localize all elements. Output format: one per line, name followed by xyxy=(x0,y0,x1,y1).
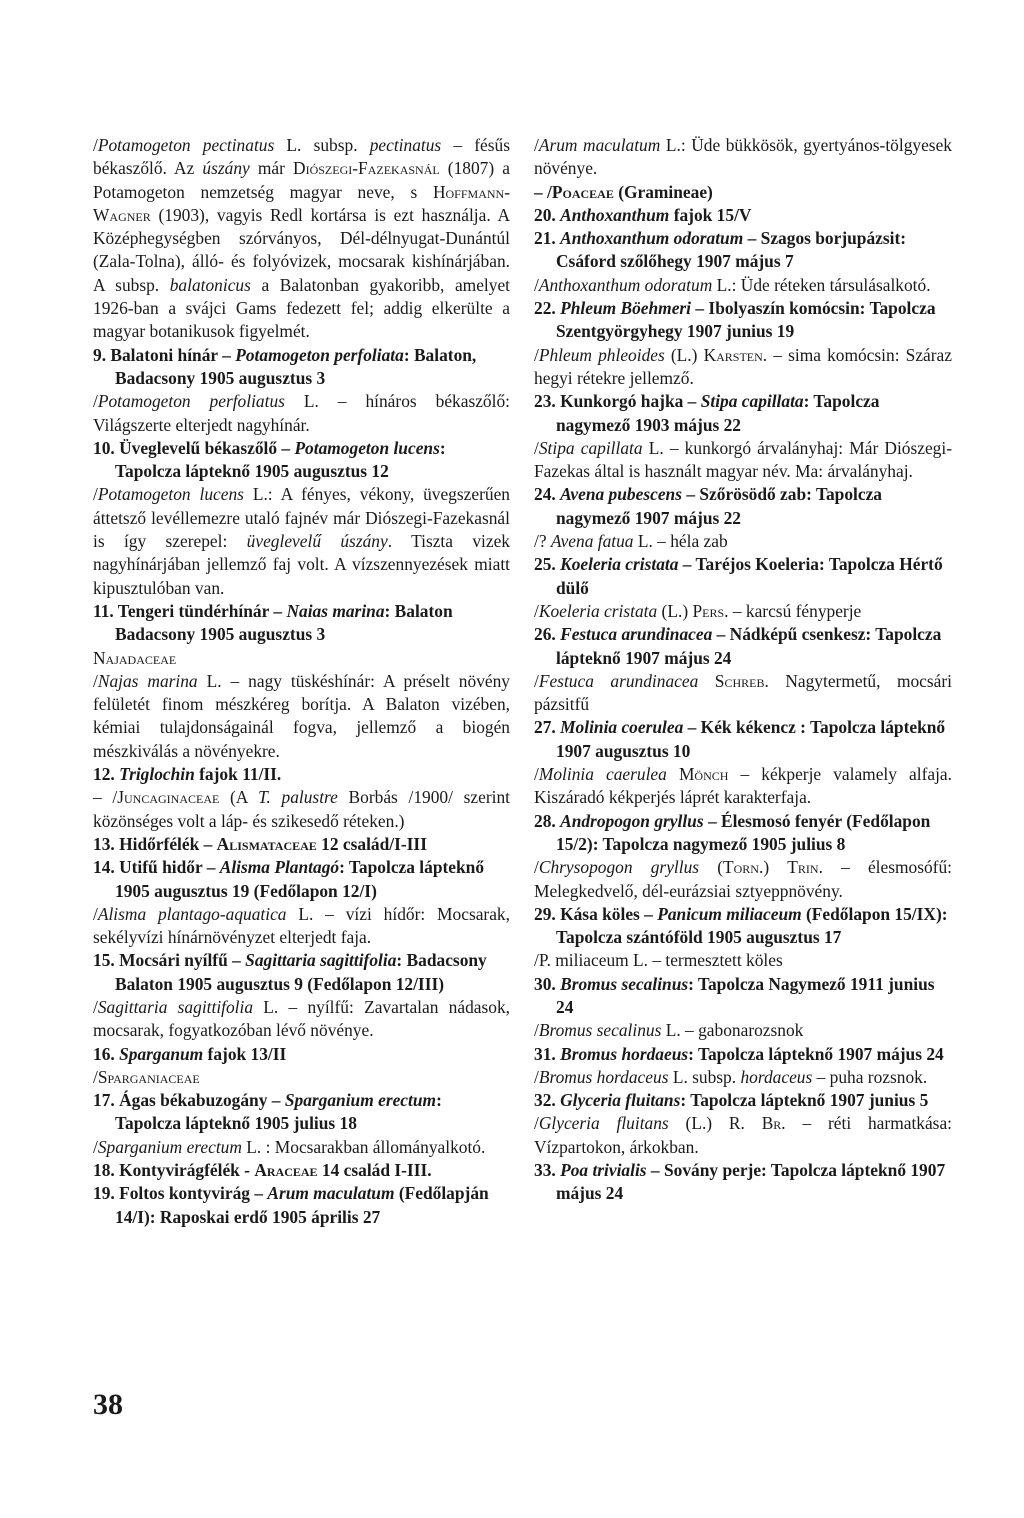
text-run: – kékperje valamely alfaja. Kiszáradó kékperjés láprét karakterfaja. xyxy=(534,764,952,808)
text-run: Festuca arundinacea xyxy=(560,624,713,645)
text-run: Anthoxanthum odoratum xyxy=(560,228,744,249)
text-run: 13. Hidőrfélék – xyxy=(93,833,217,854)
text-run: 12 család/I-III xyxy=(316,833,427,854)
entry-text xyxy=(534,763,952,810)
text-run: már xyxy=(249,158,294,179)
entry-heading xyxy=(534,1159,952,1206)
entry-heading xyxy=(93,763,510,786)
text-run: Torn xyxy=(723,857,759,878)
text-run: 18. Kontyvirágfélék - xyxy=(93,1160,255,1181)
text-run: . Tiszta vizek nagyhínárjában jellemző faj volt. A vízszennyezések miatt kipusztulóban van. xyxy=(93,531,510,598)
entry-text xyxy=(93,903,510,950)
text-run: Molinia caerulea xyxy=(538,764,667,785)
text-run: 33. xyxy=(534,1160,561,1181)
text-run: L.: Üde bükkösök, gyertyános-tölgyesek növénye. xyxy=(534,135,952,179)
text-run: Pers xyxy=(692,600,725,621)
text-run: fajok 11/II. xyxy=(194,764,282,785)
text-run: Koeleria cristata xyxy=(560,554,679,575)
entry-text xyxy=(534,670,952,717)
text-run: 28. xyxy=(534,810,561,831)
text-run: : Balaton, Badacsony 1905 augusztus 3 xyxy=(115,344,477,388)
entry-text xyxy=(534,1112,952,1159)
text-run: Bromus hordaeus xyxy=(560,1043,689,1064)
text-run: üveglevelű úszány xyxy=(246,531,388,552)
text-run: Schreb xyxy=(714,670,765,691)
text-run: Borbás /1900/ szerint közönséges volt a láp- és szikesedő réteken.) xyxy=(93,787,510,831)
text-run: Sagittaria sagittifolia xyxy=(97,996,254,1017)
text-run: Avena fatua xyxy=(550,531,634,552)
text-run: / xyxy=(534,344,539,365)
text-run: Arum maculatum xyxy=(267,1183,395,1204)
text-run: Stipa capillata xyxy=(538,437,643,458)
text-run: 9. Balatoni hínár – xyxy=(93,344,236,365)
text-run: Karsten xyxy=(703,344,763,365)
text-run: : Badacsony Balaton 1905 augusztus 9 (Fedőlapon 12/III) xyxy=(115,950,487,994)
text-run: / xyxy=(534,274,539,295)
entry-heading xyxy=(534,204,952,227)
text-run: / xyxy=(534,1113,539,1134)
entry-text xyxy=(534,344,952,391)
text-run: (L.) R. xyxy=(668,1113,762,1134)
text-run: . – réti harmatkása: Vízpartokon, árkokban. xyxy=(534,1113,953,1157)
text-run: . – sima komócsin: Száraz hegyi rétekre jellemző. xyxy=(534,344,952,388)
text-run: L. – vízi hídőr: Mocsarak, sekélyvízi hínárnövényzet elterjedt faja. xyxy=(93,903,510,948)
text-run: . – karcsú fényperje xyxy=(724,600,862,621)
text-run: 29. Kása köles – xyxy=(534,903,658,924)
entry-text xyxy=(93,390,510,437)
text-run: Alisma plantago-aquatica xyxy=(97,903,287,924)
entry-heading xyxy=(534,1089,952,1112)
text-run: /P. miliaceum L. – termesztett köles xyxy=(534,950,783,971)
text-run: Araceae xyxy=(254,1160,318,1181)
text-run: Panicum miliaceum xyxy=(657,903,802,924)
entry-heading xyxy=(534,810,952,857)
text-run: / xyxy=(534,670,539,691)
text-run: Arum maculatum xyxy=(538,135,661,155)
entry-heading xyxy=(534,553,952,600)
text-run: Naias marina xyxy=(286,600,385,621)
text-run: Potamogeton lucens xyxy=(294,437,440,458)
text-run: – Sovány perje: Tapolcza lápteknő 1907 május 24 xyxy=(556,1160,946,1204)
text-run: Andropogon gryllus xyxy=(560,810,704,831)
text-run: L. : Mocsarakban állományalkotó. xyxy=(241,1136,486,1157)
text-run: . – élesmosófű: Melegkedvelő, dél-eurázsiai sztyeppnövény. xyxy=(534,857,953,901)
text-run: Anthoxanthum odoratum xyxy=(538,274,713,295)
page-number: 38 xyxy=(93,1388,123,1421)
text-run: L. – nagy tüskéshínár: A préselt növény felületét finom mészkéreg borítja. A Balaton vizében, kémiai tulajdonságainál fogva, jellemző a biogén mészkiválás a növényekre. xyxy=(93,670,510,761)
text-run: (1903), vagyis Redl kortársa is ezt használja. A Középhegységben szórványos, Dél-délnyugat-Dunántúl (Zala-Tolna), álló- és folyóvizek, mocsarak kishínárjában. A subsp. xyxy=(93,204,510,295)
text-run: – Élesmosó fenyér (Fedőlapon 15/2): Tapolcza nagymező 1905 julius 8 xyxy=(556,810,931,854)
text-run: / xyxy=(93,484,98,505)
text-run: Potamogeton lucens xyxy=(97,484,244,505)
text-run: Alisma Plantagó xyxy=(219,857,340,878)
text-run: pectinatus xyxy=(369,135,442,155)
text-run: Mönch xyxy=(678,764,729,785)
text-run: Koeleria cristata xyxy=(538,600,658,621)
entry-heading xyxy=(93,344,510,391)
entry-text xyxy=(534,134,952,181)
text-run: .) xyxy=(758,857,788,878)
entry-heading xyxy=(534,973,952,1020)
entry-heading xyxy=(93,1159,510,1182)
text-run: / xyxy=(93,903,98,924)
text-run: Alismataceae xyxy=(216,833,317,854)
text-run: Najas marina xyxy=(97,670,198,691)
text-run: Glyceria fluitans xyxy=(560,1090,681,1111)
entry-heading xyxy=(93,833,510,856)
text-run: L. – nyílfű: Zavartalan nádasok, mocsarak, fogyatkozóban lévő növénye. xyxy=(93,996,510,1041)
text-run: / xyxy=(534,857,539,878)
entry-heading xyxy=(534,227,952,274)
text-run: 10. Üveglevelű békaszőlő – xyxy=(93,437,295,458)
text-run: 22. xyxy=(534,298,561,319)
text-run: : Tapolcza lápteknő 1905 augusztus 19 (Fedőlapon 12/I) xyxy=(115,857,485,901)
text-run: Phleum Böehmeri xyxy=(560,298,692,319)
text-run: Molinia coerulea xyxy=(560,717,684,738)
text-run: – Taréjos Koeleria: Tapolcza Hértő dülő xyxy=(556,554,943,598)
left-column xyxy=(93,134,510,1229)
text-run: – Nádképű csenkesz: Tapolcza lápteknő 1907 május 24 xyxy=(556,624,942,668)
text-run: 20. xyxy=(534,204,561,225)
text-run: a Balatonban gyakoribb, amelyet 1926-ban a svájci Gams fedezett fel; addig elkerülte a magyar botanikusok figyelmét. xyxy=(93,274,510,342)
entry-text xyxy=(534,600,952,623)
entry-heading xyxy=(93,1043,510,1066)
text-run: (A xyxy=(219,787,259,808)
text-run: Sparganum xyxy=(119,1043,204,1064)
text-run: – Kék kékencz : Tapolcza lápteknő 1907 augusztus 10 xyxy=(556,717,946,761)
text-run: – puha rozsnok. xyxy=(812,1066,928,1087)
text-run: / xyxy=(534,437,539,458)
text-run: Potamogeton perfoliatus xyxy=(97,391,285,412)
text-run: / xyxy=(534,600,539,621)
text-run: 21. xyxy=(534,228,561,249)
text-run: / xyxy=(93,135,98,155)
text-run: L. – hínáros békaszőlő: Világszerte elterjedt nagyhínár. xyxy=(93,391,510,435)
text-run: úszány xyxy=(202,158,250,179)
entry-text xyxy=(93,134,510,344)
text-run: ( xyxy=(699,857,724,878)
text-run: /? xyxy=(534,531,551,552)
text-run: Bromus hordaceus xyxy=(538,1066,669,1087)
text-run: / xyxy=(93,670,98,691)
text-run: : Tapolcza nagymező 1903 május 22 xyxy=(556,391,880,435)
text-run: 15. Mocsári nyílfű – xyxy=(93,950,246,971)
text-run: 32. xyxy=(534,1090,561,1111)
text-run: Sparganiaceae xyxy=(97,1066,200,1087)
text-run: . Nagytermetű, mocsári pázsitfű xyxy=(534,670,952,715)
text-run: Bromus secalinus xyxy=(538,1020,662,1041)
text-run: / xyxy=(534,1066,539,1087)
text-run: Potamogeton perfoliata xyxy=(235,344,404,365)
text-run: Stipa capillata xyxy=(700,391,804,412)
text-run: Chrysopogon gryllus xyxy=(538,857,700,878)
text-run: Sparganium erectum xyxy=(284,1090,437,1111)
text-run: / xyxy=(93,1066,98,1087)
text-run: 14. Utifű hidőr – xyxy=(93,857,220,878)
entry-text xyxy=(93,786,510,833)
text-run: : Tapolcza lápteknő 1907 junius 5 xyxy=(680,1090,929,1111)
entry-heading xyxy=(534,903,952,950)
entry-text xyxy=(534,856,952,903)
entry-heading xyxy=(93,437,510,484)
text-run xyxy=(667,764,679,784)
text-run: Trin xyxy=(787,857,819,878)
text-run: L. – héla zab xyxy=(633,531,728,552)
text-run: (Gramineae) xyxy=(613,181,713,202)
text-run: – Szőrösödő zab: Tapolcza nagymező 1907 május 22 xyxy=(556,484,882,528)
text-run: L. – kunkorgó árvalányhaj: Már Diószegi-Fazekas által is használt magyar név. Ma: árvalányhaj. xyxy=(534,437,952,482)
text-run: – / xyxy=(93,787,118,808)
text-run: 31. xyxy=(534,1043,561,1064)
entry-text xyxy=(93,1066,510,1089)
text-run: / xyxy=(93,391,98,412)
entry-text xyxy=(93,483,510,599)
entry-heading xyxy=(534,1043,952,1066)
text-run: 16. xyxy=(93,1043,120,1064)
entry-heading xyxy=(534,297,952,344)
entry-heading xyxy=(93,1089,510,1136)
text-run: Br xyxy=(761,1113,782,1134)
entry-text xyxy=(534,530,952,553)
entry-heading xyxy=(534,623,952,670)
text-run: : Tapolcza lápteknő 1907 május 24 xyxy=(688,1043,944,1064)
text-run: 23. Kunkorgó hajka – xyxy=(534,391,701,412)
entry-text xyxy=(534,949,952,972)
text-run: Poa trivialis xyxy=(560,1160,647,1181)
text-run: Phleum phleoides xyxy=(538,344,665,365)
text-run: (L.) xyxy=(664,344,704,365)
text-run: Diószegi-Fazekasnál xyxy=(293,158,440,179)
text-run: 11. Tengeri tündérhínár – xyxy=(93,600,287,621)
text-run: Avena pubescens xyxy=(560,484,682,505)
text-run: hordaceus xyxy=(740,1066,813,1087)
entry-text xyxy=(534,437,952,484)
text-run: Triglochin xyxy=(119,764,195,785)
entry-heading xyxy=(534,483,952,530)
text-run: Poaceae xyxy=(551,181,614,202)
entry-text xyxy=(93,1136,510,1159)
text-run: 25. xyxy=(534,554,561,575)
text-run: Juncaginaceae xyxy=(117,787,220,808)
right-column xyxy=(534,134,952,1206)
text-run: fajok 13/II xyxy=(203,1043,287,1064)
text-run: Hoffmann-Wagner xyxy=(93,181,510,225)
text-run: fajok 15/V xyxy=(669,204,752,225)
text-run: T. palustre xyxy=(258,787,338,808)
entry-heading xyxy=(93,600,510,647)
entry-text xyxy=(93,996,510,1043)
text-run: L. – gabonarozsnok xyxy=(661,1020,804,1041)
text-run: 12. xyxy=(93,764,120,785)
text-run: Potamogeton pectinatus xyxy=(97,135,275,155)
entry-text xyxy=(534,1066,952,1089)
text-run: Anthoxanthum xyxy=(560,204,670,225)
text-run: : Tapolcza lápteknő 1905 augusztus 12 xyxy=(115,437,446,482)
text-run: – fésűs békaszőlő. Az xyxy=(93,135,510,179)
text-run: 19. Foltos kontyvirág – xyxy=(93,1183,268,1204)
text-run: Najadaceae xyxy=(93,647,177,668)
text-run: 27. xyxy=(534,717,561,738)
text-run: (Fedőlapján 14/I): Raposkai erdő 1905 április 27 xyxy=(115,1183,489,1227)
text-run: / xyxy=(93,1136,98,1157)
text-run: – Szagos borjupázsit: Csáford szőlőhegy 1907 május 7 xyxy=(556,228,907,272)
text-run: balatonicus xyxy=(169,274,251,295)
text-run: : Balaton Badacsony 1905 augusztus 3 xyxy=(115,600,453,645)
entry-heading xyxy=(93,856,510,903)
text-run: Bromus secalinus xyxy=(560,973,689,994)
text-run xyxy=(698,671,715,691)
entry-text xyxy=(534,274,952,297)
entry-text xyxy=(93,670,510,763)
text-run: 17. Ágas békabuzogány – xyxy=(93,1090,285,1111)
entry-heading xyxy=(534,716,952,763)
entry-heading xyxy=(93,1182,510,1229)
text-run: 24. xyxy=(534,484,561,505)
text-run: – / xyxy=(534,181,552,202)
text-run: / xyxy=(534,1020,539,1041)
text-run: L. subsp. xyxy=(274,135,370,155)
text-run: – Ibolyaszín komócsin: Tapolcza Szentgyörgyhegy 1907 junius 19 xyxy=(556,298,936,342)
text-run: L.: Üde réteken társulásalkotó. xyxy=(712,274,931,295)
entry-heading xyxy=(534,390,952,437)
text-run: Glyceria fluitans xyxy=(538,1113,669,1134)
text-run: L.: A fényes, vékony, üvegszerűen áttetsző levéllemezre utaló fajnév már Diószegi-Fazekasnál is így szerepel: xyxy=(93,484,510,552)
text-run: : Tapolcza Nagymező 1911 junius 24 xyxy=(556,973,935,1017)
text-run: 14 család I-III. xyxy=(317,1160,432,1181)
text-run: : Tapolcza lápteknő 1905 julius 18 xyxy=(115,1090,442,1134)
entry-text xyxy=(93,647,510,670)
text-run: / xyxy=(534,764,539,785)
text-run: Festuca arundinacea xyxy=(538,670,699,691)
entry-heading xyxy=(534,181,952,204)
text-run: Sparganium erectum xyxy=(97,1136,242,1157)
text-run: / xyxy=(93,996,98,1017)
text-run: 30. xyxy=(534,973,561,994)
text-run: (1807) a Potamogeton nemzetség magyar neve, s xyxy=(93,158,510,202)
entry-text xyxy=(534,1019,952,1042)
text-run: Sagittaria sagittifolia xyxy=(245,950,397,971)
text-run: L. subsp. xyxy=(668,1066,741,1087)
text-run: / xyxy=(534,135,539,155)
text-run: 26. xyxy=(534,624,561,645)
text-run: (Fedőlapon 15/IX): Tapolcza szántóföld 1905 augusztus 17 xyxy=(556,903,948,948)
entry-heading xyxy=(93,949,510,996)
text-run: (L.) xyxy=(657,600,693,621)
